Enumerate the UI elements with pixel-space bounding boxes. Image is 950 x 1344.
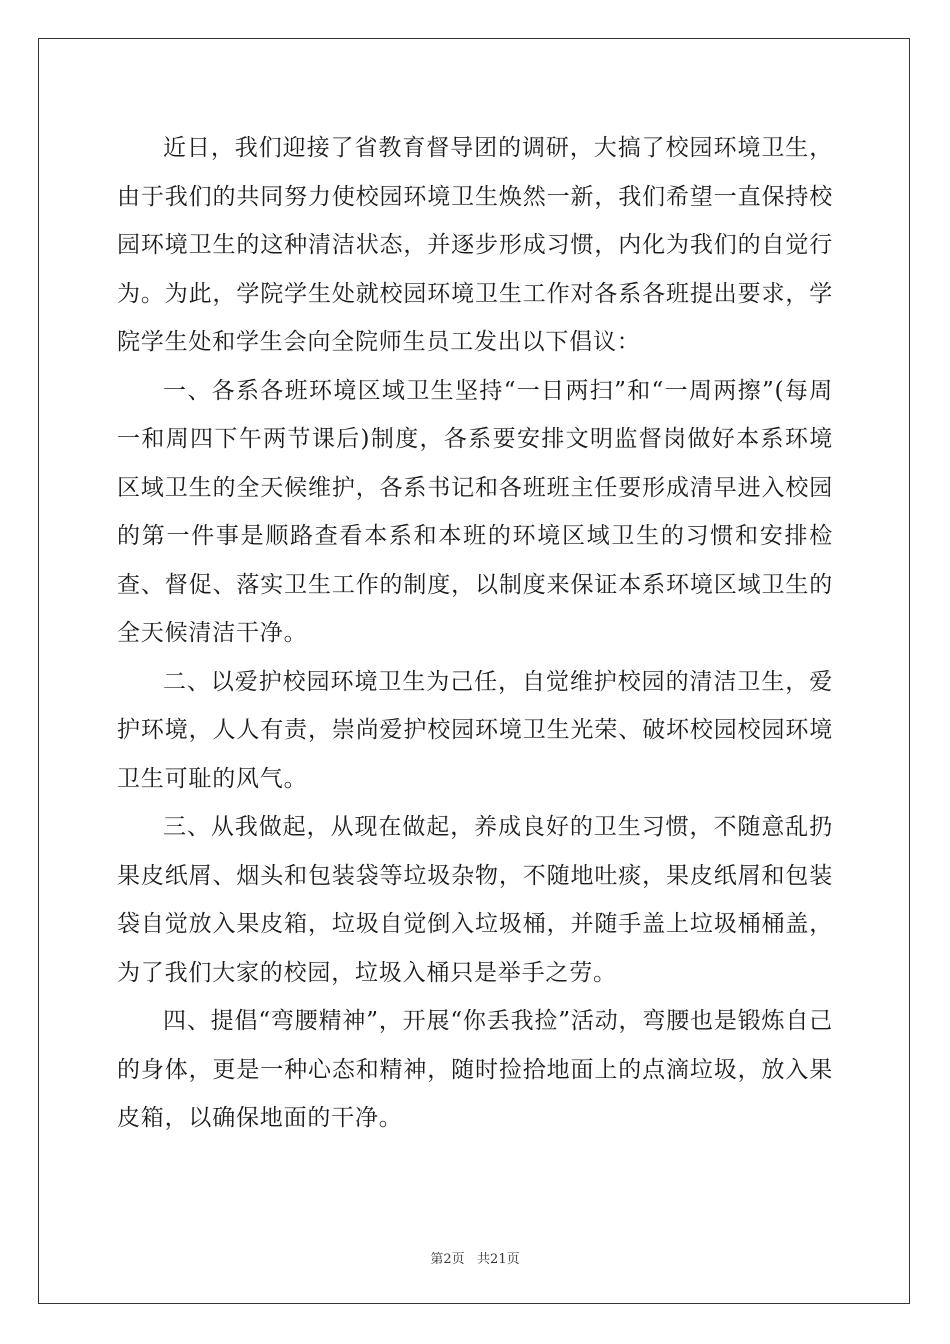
document-body <box>117 124 833 1143</box>
page-number-footer: 第2页 共21页 <box>430 1252 520 1267</box>
paragraph-item-2: 二、以爱护校园环境卫生为己任，自觉维护校园的清洁卫生，爱护环境，人人有责，崇尚爱护校园环境卫生光荣、破坏校园校园环境卫生可耻的风气。 <box>117 668 833 792</box>
paragraph-item-1: 一、各系各班环境区域卫生坚持“一日两扫”和“一周两擦”(每周一和周四下午两节课后)制度，各系要安排文明监督岗做好本系环境区域卫生的全天候维护，各系书记和各班班主任要形成清早进入校园的第一件事是顺路查看本系和本班的环境区域卫生的习惯和安排检查、督促、落实卫生工作的制度，以制度来保证本系环境区域卫生的全天候清洁干净。 <box>117 377 833 646</box>
paragraph-item-3: 三、从我做起，从现在做起，养成良好的卫生习惯，不随意乱扔果皮纸屑、烟头和包装袋等垃圾杂物，不随地吐痰，果皮纸屑和包装袋自觉放入果皮箱，垃圾自觉倒入垃圾桶，并随手盖上垃圾桶桶盖，为了我们大家的校园，垃圾入桶只是举手之劳。 <box>117 814 833 986</box>
paragraph-item-4: 四、提倡“弯腰精神”，开展“你丢我捡”活动，弯腰也是锻炼自己的身体，更是一种心态和精神，随时捡拾地面上的点滴垃圾，放入果皮箱，以确保地面的干净。 <box>117 1008 833 1131</box>
paragraph-intro: 近日，我们迎接了省教育督导团的调研，大搞了校园环境卫生，由于我们的共同努力使校园环境卫生焕然一新，我们希望一直保持校园环境卫生的这种清洁状态，并逐步形成习惯，内化为我们的自觉行为。为此，学院学生处就校园环境卫生工作对各系各班提出要求，学院学生处和学生会向全院师生员工发出以下倡议： <box>117 135 833 355</box>
